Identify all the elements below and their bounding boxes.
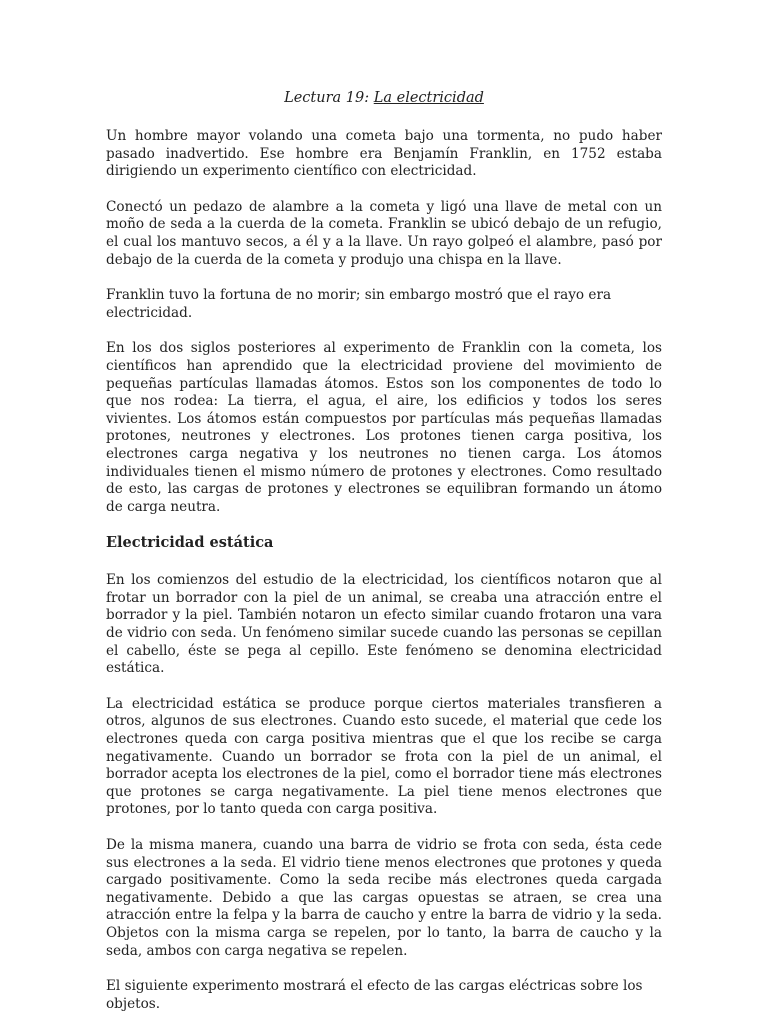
paragraph-section-2: La electricidad estática se produce porque ciertos materiales transfieren a otros, algunos de sus electrones. Cuando esto sucede, el material que cede los electrones queda con carga positiva mientras que el que los recibe se carga negativamente. Cuando un borrador se frota con la piel de un animal, el borrador acepta los electrones de la piel, como el borrador tiene más electrones que protones se carga negativamente. La piel tiene menos electrones que protones, por lo tanto queda con carga positiva.: [106, 695, 662, 818]
paragraph-intro-1: Un hombre mayor volando una cometa bajo una tormenta, no pudo haber pasado inadvertido. Ese hombre era Benjamín Franklin, en 1752 estaba dirigiendo un experimento científico con electricidad.: [106, 128, 662, 180]
paragraph-intro-3: Franklin tuvo la fortuna de no morir; sin embargo mostró que el rayo era electricidad.: [106, 287, 612, 321]
title-main: La electricidad: [373, 90, 484, 106]
paragraph-intro-2: Conectó un pedazo de alambre a la cometa y ligó una llave de metal con un moño de seda a la cuerda de la cometa. Franklin se ubicó debajo de un refugio, el cual los mantuvo secos, a él y a la llave. Un rayo golpeó el alambre, pasó por debajo de la cuerda de la cometa y produjo una chispa en la llave.: [106, 198, 662, 268]
paragraph-section-3: De la misma manera, cuando una barra de vidrio se frota con seda, ésta cede sus electrones a la seda. El vidrio tiene menos electrones que protones y queda cargado positivamente. Como la seda recibe más electrones queda cargada negativamente. Debido a que las cargas opuestas se atraen, se crea una atracción entre la felpa y la barra de caucho y entre la barra de vidrio y la seda. Objetos con la misma carga se repelen, por lo tanto, la barra de caucho y la seda, ambos con carga negativa se repelen.: [106, 837, 662, 959]
section-heading: Electricidad estática: [106, 534, 274, 552]
paragraph-intro-4: En los dos siglos posteriores al experimento de Franklin con la cometa, los científicos han aprendido que la electricidad proviene del movimiento de pequeñas partículas llamadas átomos. Estos son los componentes de todo lo que nos rodea: La tierra, el agua, el aire, los edificios y todos los seres vivientes. Los átomos están compuestos por partículas más pequeñas llamadas protones, neutrones y electrones. Los protones tienen carga positiva, los electrones carga negativa y los neutrones no tienen carga. Los átomos individuales tienen el mismo número de protones y electrones. Como resultado de esto, las cargas de protones y electrones se equilibran formando un átomo de carga neutra.: [106, 340, 662, 515]
paragraph-section-4: El siguiente experimento mostrará el efecto de las cargas eléctricas sobre los objetos.: [106, 978, 643, 1012]
document-page: [106, 88, 662, 1031]
paragraph-section-1: En los comienzos del estudio de la electricidad, los científicos notaron que al frotar un borrador con la piel de un animal, se creaba una atracción entre el borrador y la piel. También notaron un efecto similar cuando frotaron una vara de vidrio con seda. Un fenómeno similar sucede cuando las personas se cepillan el cabello, éste se pega al cepillo. Este fenómeno se denomina electricidad estática.: [106, 572, 662, 677]
page-title: [106, 88, 662, 108]
title-prefix: Lectura 19:: [284, 90, 374, 106]
